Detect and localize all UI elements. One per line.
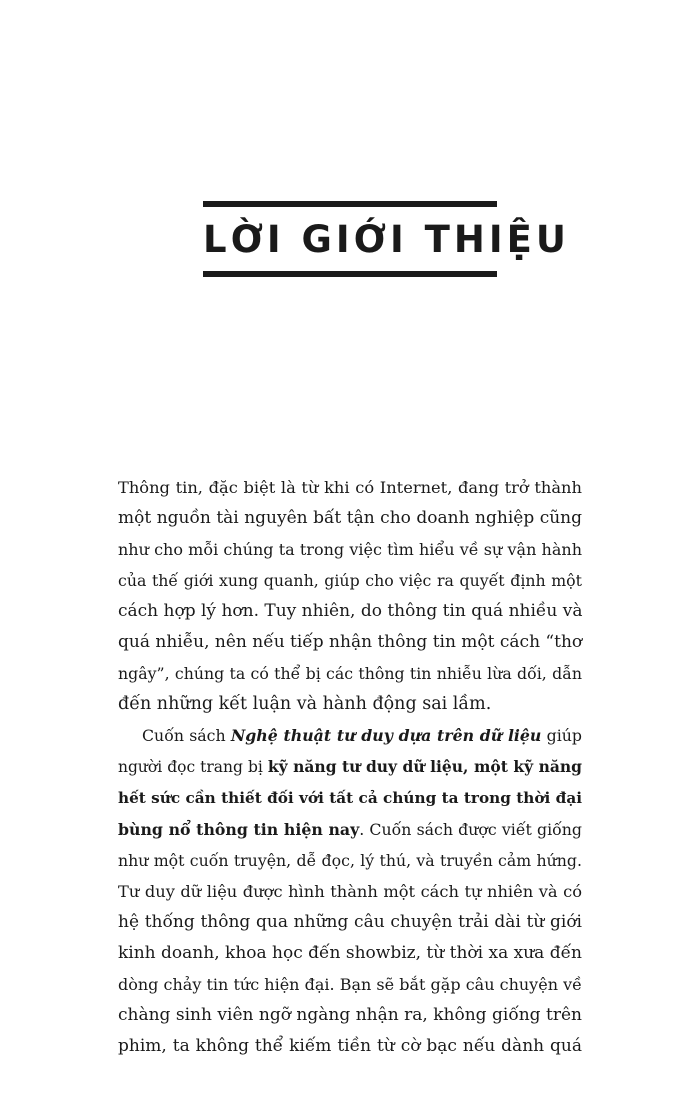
paragraph-2 [118,720,582,1062]
text-line: một nguồn tài nguyên bất tận cho doanh nghiệp cũng [118,508,582,528]
text-run: Cuốn sách [142,726,231,745]
text-line: cách hợp lý hơn. Tuy nhiên, do thông tin quá nhiều và [118,601,583,621]
text-line: đến những kết luận và hành động sai lầm. [118,694,492,714]
bold-phrase: kỹ năng tư duy dữ liệu, một kỹ năng [267,757,582,776]
bottom-rule [203,271,497,277]
text-line: chàng sinh viên ngỡ ngàng nhận ra, không giống trên [118,1005,582,1025]
bold-phrase: hết sức cần thiết đối với tất cả chúng ta trong thời đại [118,789,582,807]
text-line: Thông tin, đặc biệt là từ khi có Internet, đang trở thành [118,478,582,497]
body-text [118,472,582,1062]
chapter-title: LỜI GIỚI THIỆU [203,218,570,261]
text-line: dòng chảy tin tức hiện đại. Bạn sẽ bắt gặp câu chuyện về [118,975,582,994]
text-run: giúp [541,726,582,745]
text-line [118,720,582,751]
text-line: của thế giới xung quanh, giúp cho việc ra quyết định một [118,571,582,590]
text-line [118,814,582,845]
text-line: như một cuốn truyện, dễ đọc, lý thú, và truyền cảm hứng. [118,851,582,870]
text-line: kinh doanh, khoa học đến showbiz, từ thời xa xưa đến [118,943,582,963]
top-rule [203,201,497,207]
text-run: người đọc trang bị [118,758,268,776]
book-title-italic: Nghệ thuật tư duy dựa trên dữ liệu [230,726,542,745]
text-line: Tư duy dữ liệu được hình thành một cách tự nhiên và có [118,882,582,901]
text-line: phim, ta không thể kiếm tiền từ cờ bạc nếu dành quá [118,1036,582,1056]
paragraph-1 [118,472,582,720]
text-run: . Cuốn sách được viết giống [359,820,582,839]
text-line: như cho mỗi chúng ta trong việc tìm hiểu về sự vận hành [118,540,582,559]
bold-phrase: bùng nổ thông tin hiện nay [118,820,360,839]
text-line [118,783,582,814]
text-line: quá nhiễu, nên nếu tiếp nhận thông tin một cách “thơ [118,632,583,652]
text-line: ngây”, chúng ta có thể bị các thông tin nhiễu lừa dối, dẫn [118,664,582,683]
chapter-heading [203,201,570,277]
text-line: hệ thống thông qua những câu chuyện trải dài từ giới [118,912,582,932]
text-line [118,751,582,783]
